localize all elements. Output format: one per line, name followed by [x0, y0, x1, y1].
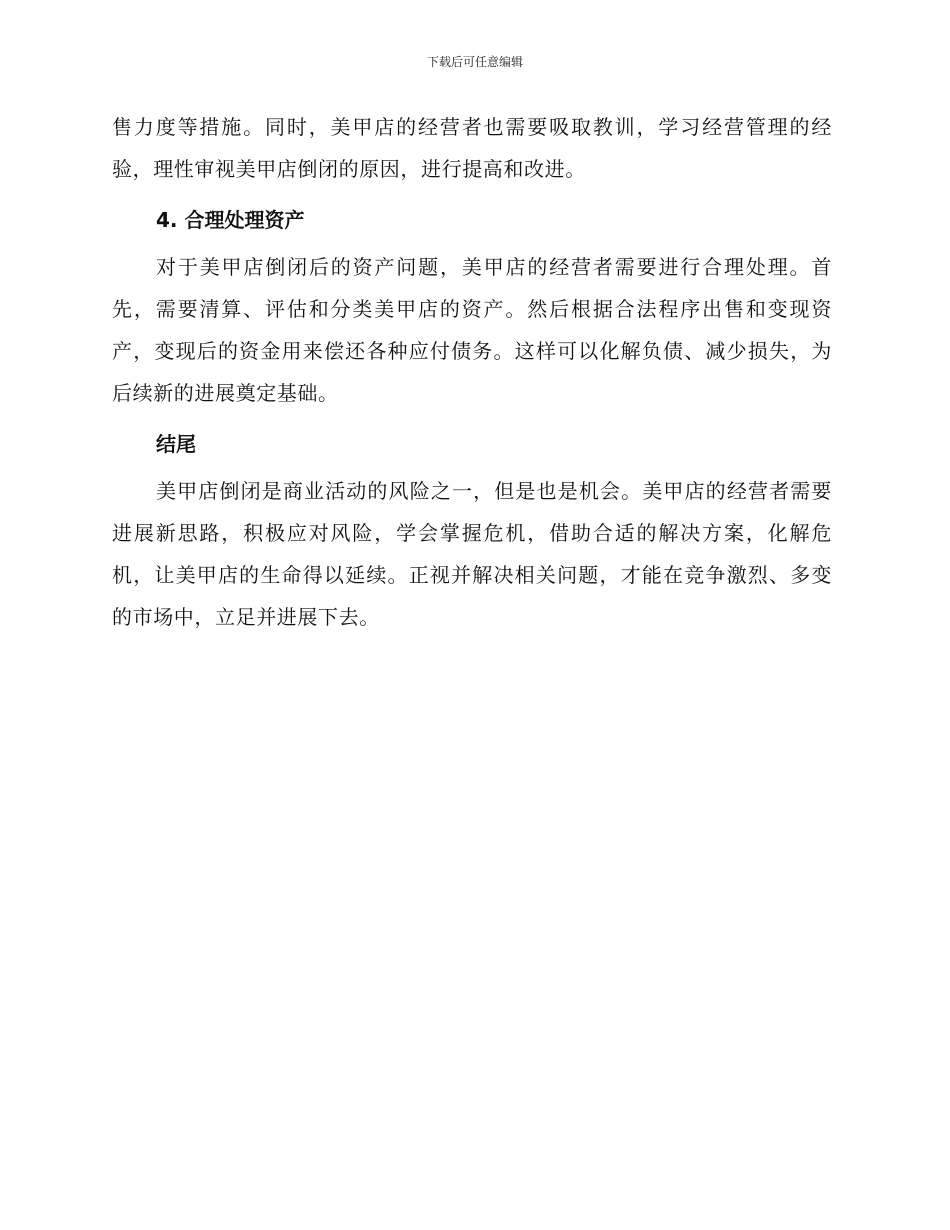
paragraph-conclusion: 美甲店倒闭是商业活动的风险之一，但是也是机会。美甲店的经营者需要进展新思路，积极应对风险，学会掌握危机，借助合适的解决方案，化解危机，让美甲店的生命得以延续。正视并解决相关问题，才能在竞争激烈、多变的市场中，立足并进展下去。	[112, 479, 832, 629]
page-header: 下载后可任意编辑	[426, 55, 523, 69]
paragraph-asset-handling: 对于美甲店倒闭后的资产问题，美甲店的经营者需要进行合理处理。首先，需要清算、评估和分类美甲店的资产。然后根据合法程序出售和变现资产，变现后的资金用来偿还各种应付债务。这样可以化解负债、减少损失，为后续新的进展奠定基础。	[112, 255, 832, 405]
section-heading-asset-handling: 4. 合理处理资产	[156, 208, 305, 232]
section-heading-conclusion: 结尾	[156, 432, 196, 456]
paragraph-continuation: 售力度等措施。同时，美甲店的经营者也需要吸取教训，学习经营管理的经验，理性审视美甲店倒闭的原因，进行提高和改进。	[112, 115, 832, 181]
document-body	[112, 106, 832, 638]
